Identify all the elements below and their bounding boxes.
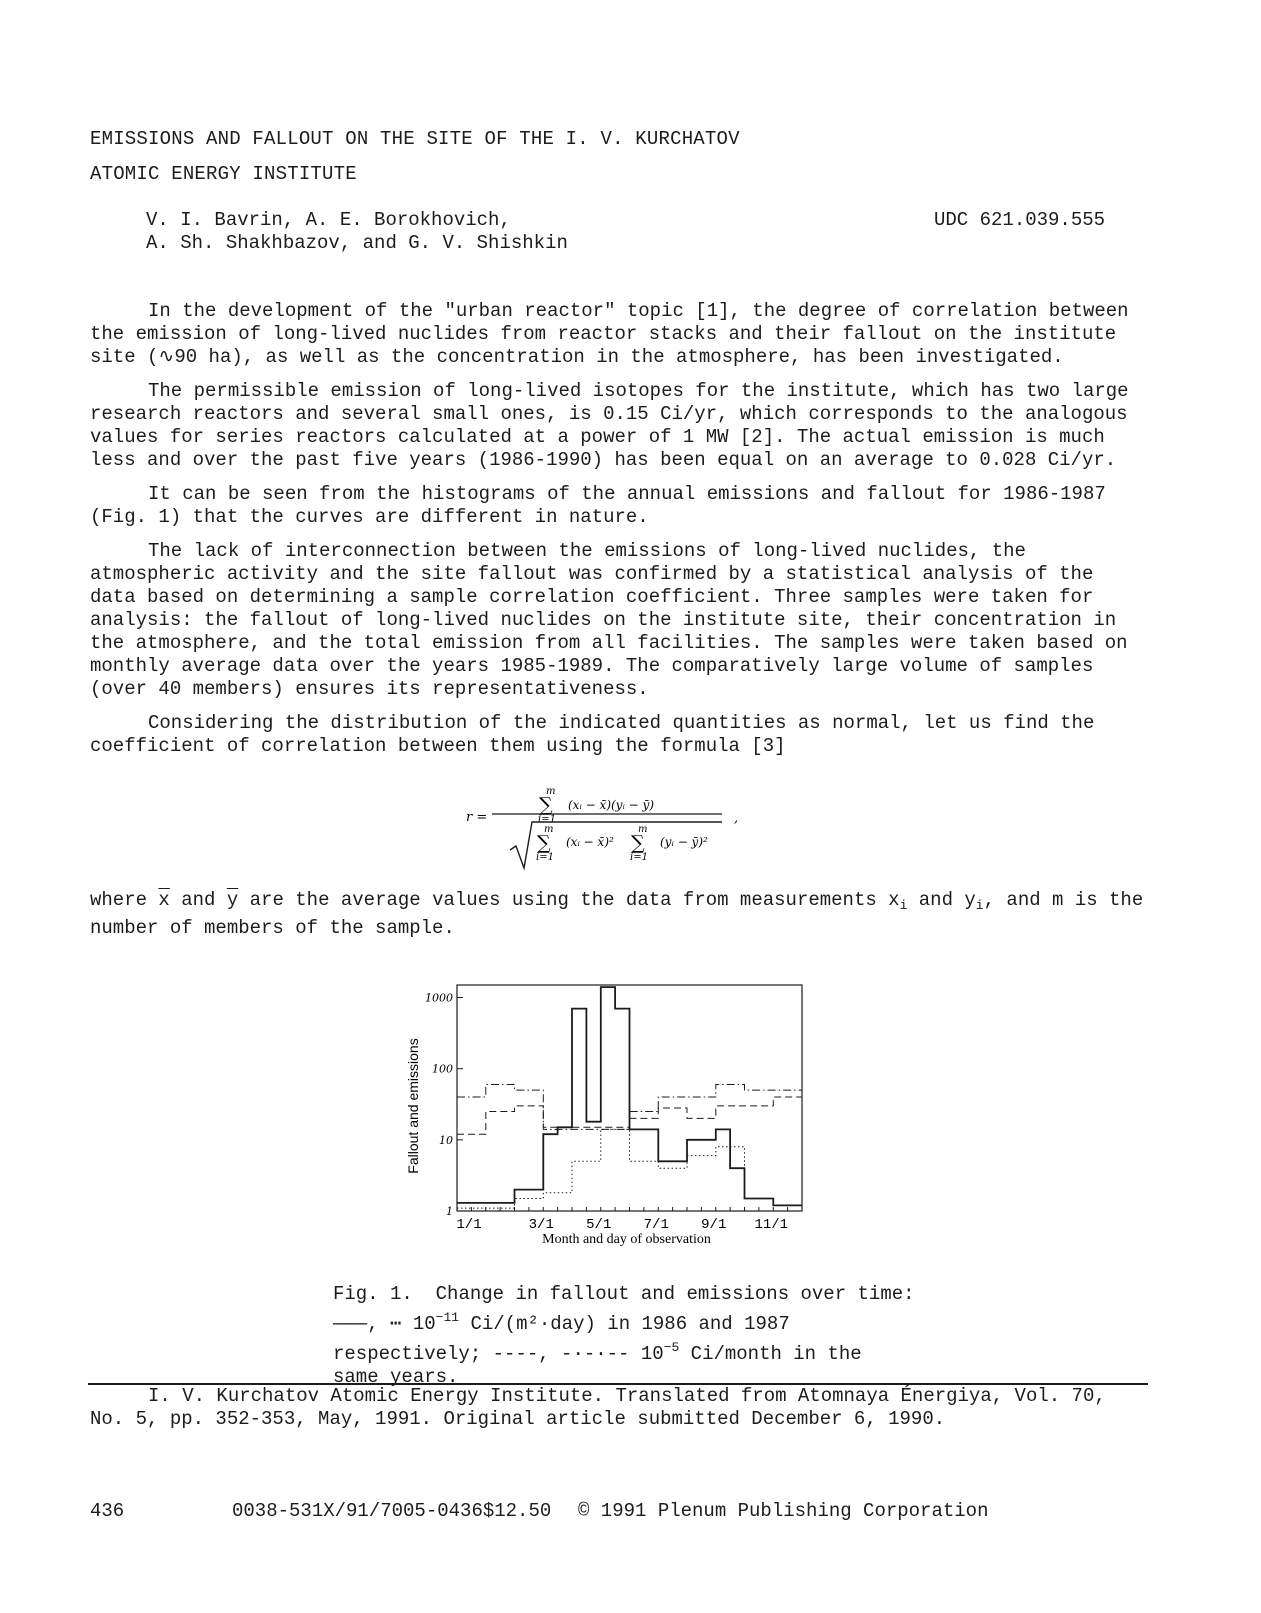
fallout-emissions-chart bbox=[405, 975, 825, 1275]
den-sum1-top: m bbox=[544, 824, 554, 835]
caption-text-b: ———, ⋯ 10 bbox=[333, 1313, 436, 1335]
den-sigma-1: ∑ bbox=[537, 832, 551, 854]
x-bar: $\overline{x}$ bbox=[158, 889, 170, 911]
x-axis-label: Month and day of observation bbox=[542, 1232, 711, 1247]
subscript-i-1: i bbox=[899, 898, 908, 913]
caption-exponent-c: −5 bbox=[663, 1340, 680, 1355]
x-tick-label: 3/1 bbox=[528, 1217, 554, 1233]
article-code: 0038-531X/91/7005-0436$12.50 bbox=[232, 1500, 552, 1522]
y-tick-label: 100 bbox=[432, 1062, 453, 1076]
udc-code: UDC 621.039.555 bbox=[934, 209, 1106, 231]
formula-graphic bbox=[466, 782, 770, 882]
y-tick-label: 1 bbox=[446, 1205, 453, 1218]
paragraph-4: The lack of interconnection between the emissions of long-lived nuclides, the atmospheric activity and the site fallout was confirmed by a statistical analysis of the data based on determining a sample correlation coefficient. Three samples were taken for analysis: the fallout of long-lived nuclides on the institute site, their concentration in the atmosphere, and the total emission from all facilities. The samples were taken based on monthly average data over the years 1985-1989. The comparatively large volume of samples (over 40 members) ensures its representativeness. bbox=[90, 540, 1128, 700]
den-sum1-bottom: i=1 bbox=[536, 852, 554, 863]
figure-1 bbox=[405, 975, 825, 1275]
num-sum-bottom: i=1 bbox=[538, 814, 556, 825]
formula-lhs: r = bbox=[466, 810, 488, 825]
caption-label: Fig. 1. bbox=[333, 1283, 413, 1305]
figure-caption bbox=[333, 1283, 933, 1389]
authors-line-1: V. I. Bavrin, A. E. Borokhovich, bbox=[146, 209, 511, 231]
page-number: 436 bbox=[90, 1500, 125, 1522]
formula-comma: , bbox=[734, 811, 739, 826]
y-tick-label: 10 bbox=[439, 1133, 453, 1147]
x-tick-label: 1/1 bbox=[456, 1217, 482, 1233]
formula-numerator: (xᵢ − x̄)(yᵢ − ȳ) bbox=[568, 798, 655, 812]
body-text-upper bbox=[90, 300, 1150, 758]
num-sigma: ∑ bbox=[539, 794, 553, 816]
article-title-line-2: ATOMIC ENERGY INSTITUTE bbox=[90, 163, 357, 185]
correlation-formula bbox=[466, 782, 770, 882]
series-fallout-1986 bbox=[457, 987, 802, 1205]
article-title-line-1: EMISSIONS AND FALLOUT ON THE SITE OF THE I. V. KURCHATOV bbox=[90, 128, 740, 150]
p6-part-a: where bbox=[90, 889, 159, 911]
caption-text-c: respectively; ----, -·-·-- 10 bbox=[333, 1343, 664, 1365]
caption-line-4: same years. bbox=[333, 1366, 459, 1388]
x-tick-label: 7/1 bbox=[643, 1217, 669, 1233]
p6-part-b: and bbox=[169, 889, 227, 911]
caption-text-b2: Ci/(m²·day) in 1986 and 1987 bbox=[459, 1313, 790, 1335]
x-tick-label: 11/1 bbox=[754, 1217, 789, 1233]
y-tick-label: 1000 bbox=[425, 991, 453, 1005]
caption-text-c2: Ci/month in the bbox=[679, 1343, 862, 1365]
p6-part-e: , and m is the number of members of the sample. bbox=[90, 889, 1144, 939]
series-fallout-1987 bbox=[457, 1129, 802, 1208]
formula-denominator-1: (xᵢ − x̄)² bbox=[566, 835, 614, 849]
x-tick-label: 5/1 bbox=[586, 1217, 612, 1233]
subscript-i-2: i bbox=[975, 898, 984, 913]
caption-line-3 bbox=[333, 1336, 933, 1366]
authors-line-2: A. Sh. Shakhbazov, and G. V. Shishkin bbox=[146, 232, 568, 254]
p6-part-c: are the average values using the data from measurements x bbox=[238, 889, 900, 911]
paragraph-6-text bbox=[90, 889, 1150, 940]
y-axis-label: Fallout and emissions bbox=[405, 1038, 421, 1174]
p6-part-d: and y bbox=[907, 889, 976, 911]
caption-line-1 bbox=[333, 1283, 933, 1306]
paragraph-2: The permissible emission of long-lived isotopes for the institute, which has two large research reactors and several small ones, is 0.15 Ci/yr, which corresponds to the analogous values for series reactors calculated at a power of 1 MW [2]. The actual emission is much less and over the past five years (1986-1990) has been equal on an average to 0.028 Ci/yr. bbox=[90, 380, 1129, 471]
y-bar: $\overline{y}$ bbox=[226, 889, 239, 911]
caption-exponent-b: −11 bbox=[435, 1310, 460, 1325]
den-sum2-top: m bbox=[638, 824, 648, 835]
paragraph-3: It can be seen from the histograms of the annual emissions and fallout for 1986-1987 (Fig. 1) that the curves are different in nature. bbox=[90, 483, 1106, 528]
caption-text-a: Change in fallout and emissions over time: bbox=[435, 1283, 915, 1305]
caption-line-2 bbox=[333, 1306, 933, 1336]
paragraph-5: Considering the distribution of the indicated quantities as normal, let us find the coefficient of correlation between them using the formula [3] bbox=[90, 712, 1095, 757]
footnote bbox=[90, 1385, 1150, 1431]
den-sigma-2: ∑ bbox=[631, 832, 645, 854]
x-tick-label: 9/1 bbox=[701, 1217, 727, 1233]
den-sum2-bottom: i=1 bbox=[630, 852, 648, 863]
copyright: © 1991 Plenum Publishing Corporation bbox=[578, 1500, 989, 1522]
paragraph-6 bbox=[90, 889, 1150, 940]
formula-denominator-2: (yᵢ − ȳ)² bbox=[660, 835, 708, 849]
paragraph-1: In the development of the "urban reactor" topic [1], the degree of correlation between the emission of long-lived nuclides from reactor stacks and their fallout on the institute site (∿90 ha), as well as the concentration in the atmosphere, has been investigated. bbox=[90, 300, 1129, 368]
num-sum-top: m bbox=[546, 786, 556, 797]
footnote-affiliation: I. V. Kurchatov Atomic Energy Institute. Translated from Atomnaya Énergiya, Vol. 70, No. 5, pp. 352-353, May, 1991. Original article submitted December 6, 1990. bbox=[90, 1385, 1106, 1430]
